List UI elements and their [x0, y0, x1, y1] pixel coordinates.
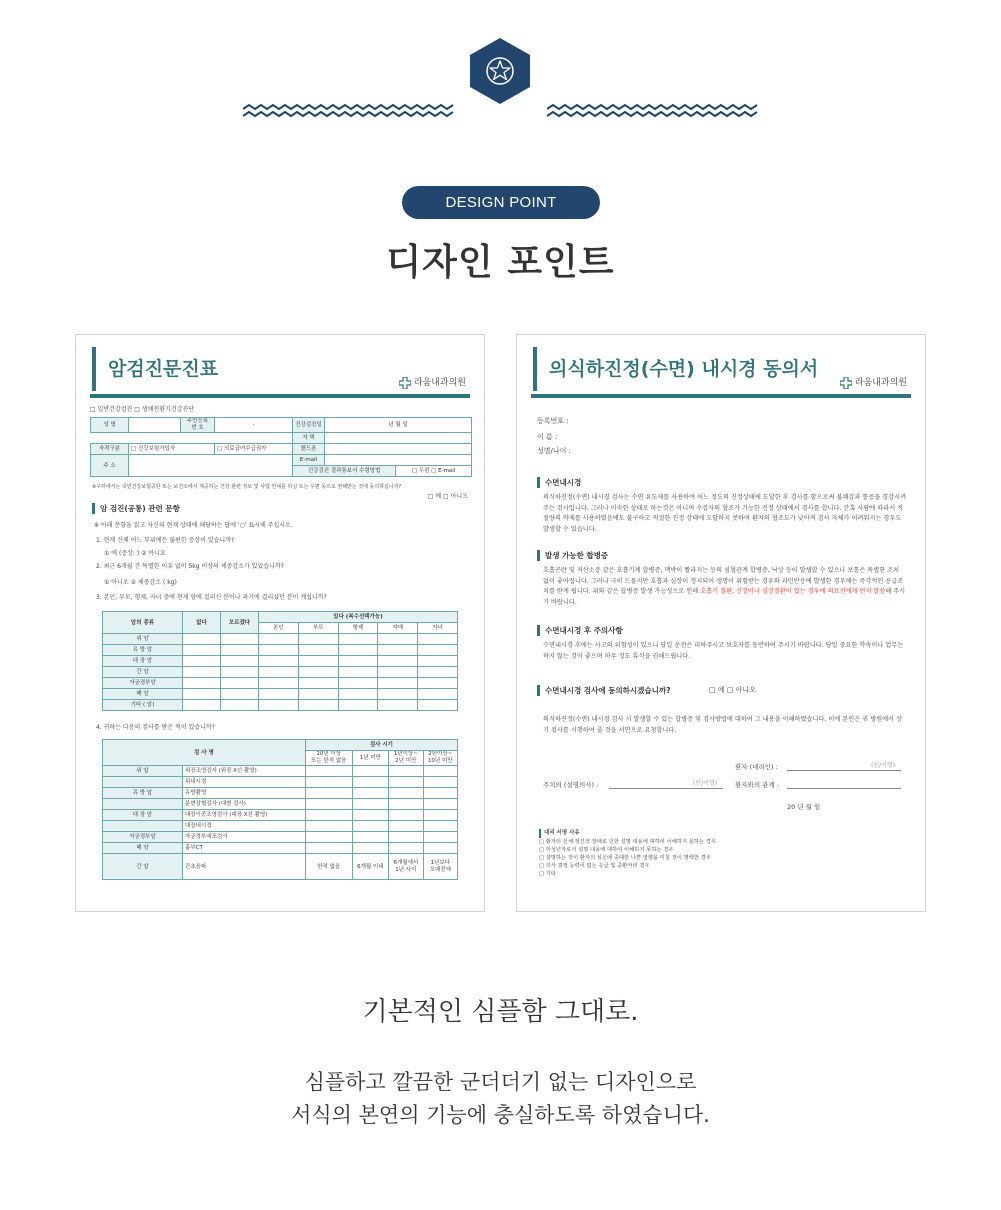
- qual-option-aid: □ 의료급여수급권자: [215, 444, 293, 455]
- sedation-endoscopy-consent-preview: [516, 334, 926, 912]
- row-label: 폐 암: [103, 689, 183, 700]
- exam-name: 위내시경: [183, 777, 306, 788]
- home-label: 자 택: [293, 433, 325, 444]
- cancer-label: [103, 799, 183, 810]
- t1-h-unknown: 모르겠다: [221, 612, 259, 634]
- section-complications: 발생 가능한 합병증: [537, 550, 608, 561]
- table-row: [103, 777, 458, 788]
- exam-name: 대장이중조영검사 (대장 X선 촬영): [183, 810, 306, 821]
- table-row: [103, 700, 458, 711]
- family-cancer-table: [102, 611, 458, 711]
- exam-name: 대장내시경: [183, 821, 306, 832]
- consent-date: 20 년 월 일: [787, 803, 821, 811]
- proxy-reasons-title: 대리 서명 사유: [539, 829, 799, 838]
- section-sleep-endoscopy-body: 의식하진정(수면) 내시경 검사는 수면 유도제를 사용하여 어느 정도의 진정상태에 도달한 후 검사를 함으로써 불쾌감과 통증을 경감시켜주는 검사입니다. 그러나 미숙한 상태로 하는것은 아니며 수검자의 협조가 가능한 진정 상태에서 검사를 합니다. 간혹 사람에 따라서 적절량의 약제를 사용하였음에도 불구하고 적절한 진정 상태에 도달하지 못하여 환자의 협조도가 낮아져 검사 자체가 어려워지는 경우도 발생할 수 있습니다.: [543, 494, 907, 533]
- title-rule: [90, 394, 470, 398]
- question-1-answers: ① 예 (증상: ) ② 아니요: [104, 550, 166, 557]
- row-label: 기타 ( 암): [103, 700, 183, 711]
- t1-h-self: 본인: [259, 623, 299, 634]
- consent-statement: 의식하진정(수면) 내시경 검사 시 발생할 수 있는 합병증 및 검사방법에 대하여 그 내용을 이해하였습니다. 이에 본인은 귀 병원에서 상기 검사를 시행하여 줄 것을 서면으로 요청합니다.: [543, 716, 902, 734]
- cancer-label: 유 방 암: [103, 788, 183, 799]
- notice-options: □ 예 □ 아니오: [427, 493, 468, 500]
- medical-cross-icon: [399, 377, 411, 389]
- table-row: [103, 832, 458, 843]
- mobile-label: 핸드폰: [293, 444, 325, 455]
- exam-name: 간초음파: [183, 854, 306, 880]
- table-row: [103, 645, 458, 656]
- table-row: [103, 634, 458, 645]
- question-4: 4. 귀하는 다음의 검사를 받은 적이 있습니까?: [96, 724, 215, 731]
- section-after-care-body: 수면내시경 후에는 사고의 위험성이 있으니 당일 운전은 피하주시고 보호자를 동반하여 주시기 바랍니다. 당일 중요한 약속이나 업무는 하지 않는 것이 좋으며 하루 정도 휴식을 권해드립니다.: [543, 642, 904, 660]
- doc-title: 의식하진정(수면) 내시경 동의서: [533, 347, 818, 391]
- liver-6m: 6개월 이내: [352, 854, 388, 880]
- consent-notice: ※구하에서는 국민건강보험공단 또는 보건소에서 제공하는 건강 관련 정보 및 사업 안내를 하실 또는 우편 등으로 전해받는 것에 동의하십니까?: [92, 484, 402, 490]
- cancer-label: [103, 777, 183, 788]
- section-consent-question: 수면내시경 검사에 동의하시겠습니까?: [537, 685, 671, 696]
- question-2: 2. 최근 6개월 간 특별한 이유 없이 5kg 이상의 체중감소가 있었습니까?: [96, 563, 284, 570]
- proxy-reasons-box: [539, 829, 799, 878]
- patient-info-table: [90, 417, 472, 477]
- section-common-questions: 암 검진(공통) 관련 문항: [92, 503, 180, 514]
- exam-date-value: 년 월 일: [325, 418, 472, 433]
- table-row: [103, 667, 458, 678]
- t1-h-none: 없다: [183, 612, 221, 634]
- t2-h-1y: 1년 미만: [352, 751, 388, 766]
- delivery-options: □ 우편 □ E-mail: [396, 466, 472, 477]
- row-label: 자궁경부암: [103, 678, 183, 689]
- clinic-name: 라움내과의원: [854, 378, 907, 388]
- exam-date-label: 건강검진일: [293, 418, 325, 433]
- table-row: [103, 656, 458, 667]
- section-sleep-endoscopy: 수면내시경: [537, 477, 581, 488]
- qual-option-insured: □ 건강보험가입자: [129, 444, 215, 455]
- patient-name-label: 이 름 :: [537, 433, 558, 441]
- caption-line-2: 서식의 본연의 기능에 충실하도록 하였습니다.: [291, 1103, 710, 1127]
- cancer-label: [103, 821, 183, 832]
- title-rule: [531, 394, 911, 398]
- row-label: 대 장 암: [103, 656, 183, 667]
- question-1: 1. 현재 신체 어느 부위에든 불편한 증상이 있습니까?: [96, 537, 235, 544]
- doctor-signature-line: [609, 788, 723, 789]
- proxy-reason-item: □ 의사 결정 능력이 없는 응급 및 중환자의 경우: [539, 863, 650, 869]
- t2-h-timing: 검사 시기: [305, 740, 457, 751]
- t2-h-1-2y: 1년이상~ 2년 미만: [389, 751, 423, 766]
- liver-over-1y: 1년보다 오래전에: [423, 854, 457, 880]
- exam-type-line: □ 일반건강검진 □ 생애전환기건강진단: [90, 406, 195, 413]
- delivery-label: 건강검진 결과통보서 수령방법: [293, 466, 396, 477]
- table-row: [103, 854, 458, 880]
- rrn-dash: -: [215, 418, 293, 433]
- table-row: [103, 689, 458, 700]
- row-label: 간 암: [103, 667, 183, 678]
- proxy-reason-item: □ 미성년자로서 설명 내용에 대하여 이해하지 못하는 경우: [539, 847, 674, 853]
- doctor-signature-hint: (인/서명): [693, 780, 718, 787]
- name-label: 성 명: [91, 418, 129, 433]
- clinic-logo: [399, 377, 466, 389]
- proxy-reason-item: □ 설명하는 것이 환자의 심신에 중대한 나쁜 영향을 미칠 것이 명백한 경우: [539, 855, 711, 861]
- qualification-label: 자격구분: [91, 444, 129, 455]
- question-3: 3. 본인, 부모, 형제, 자녀 중에 현재 암에 걸리신 분이나 과거에 걸리셨던 분이 계십니까?: [96, 594, 327, 601]
- exam-name: 유방촬영: [183, 788, 306, 799]
- doctor-signature-label: 주치의 (설명의사) :: [543, 781, 599, 789]
- t1-h-type: 암의 종류: [103, 612, 183, 634]
- consent-options: □ 예 □ 아니오: [709, 686, 756, 694]
- medical-cross-icon: [840, 377, 852, 389]
- cancer-label: 대 장 암: [103, 810, 183, 821]
- t1-h-children: 자녀: [418, 623, 458, 634]
- clinic-name: 라움내과의원: [413, 378, 466, 388]
- cancer-label: 자궁경부암: [103, 832, 183, 843]
- liver-6m-1y: 6개월에서 1년 사이: [389, 854, 423, 880]
- row-label: 위 암: [103, 634, 183, 645]
- t2-h-2-10y: 2년이상~ 10년 미만: [423, 751, 457, 766]
- section-complications-body: [543, 566, 907, 608]
- table-row: [103, 810, 458, 821]
- table-row: [103, 788, 458, 799]
- exam-name: 위장조영검사 (위장 X선 촬영): [183, 766, 306, 777]
- exam-history-table: [102, 739, 458, 880]
- t1-h-brothers: 형제: [338, 623, 378, 634]
- complications-warning: 호흡기 질환, 신장이나 심장질환이 있는 경우에 의료진에게 먼저 말씀: [700, 588, 886, 595]
- address-label: 주 소: [91, 455, 129, 477]
- rrn-label: 주민등록 번 호: [181, 418, 215, 433]
- patient-signature-label: 환자 (대리인) :: [735, 763, 778, 771]
- star-badge-icon: [470, 38, 530, 104]
- page-title: 디자인 포인트: [386, 242, 615, 283]
- relation-line: [787, 788, 901, 789]
- patient-signature-line: [787, 770, 901, 771]
- table-row: [103, 678, 458, 689]
- proxy-reason-item: □ 환자의 신체·정신적 장애로 인한 설명 내용에 대하여 이해하지 못하는 경우: [539, 839, 717, 845]
- complications-tail: 해 주시기 바랍니다.: [543, 588, 906, 606]
- caption-line-1: 심플하고 깔끔한 군더더기 없는 디자인으로: [304, 1070, 697, 1094]
- cancer-questionnaire-preview: [75, 334, 485, 912]
- t1-h-sisters: 자매: [378, 623, 418, 634]
- complications-text: 호흡곤란 및 저산소증 같은 호흡기계 합병증, 맥박이 빨라지는 등의 심혈관계 합병증, 낙상 등이 발생할 수 있으나 보통은 특별한 조치 없이 좋아집니다. 그러나 극히 드물지만 호흡과 심장이 정지되어 생명이 위험받는 경우와 과민반응에 발생한 경우에는 즉각적인 응급조치를 받게 됩니다. 위와 같은 합병증 발생 가능성으로 인해: [543, 567, 904, 595]
- table-row: [103, 766, 458, 777]
- patient-signature-hint: (인/서명): [871, 762, 896, 769]
- left-zigzag-decoration: [243, 104, 454, 118]
- table-row: [103, 821, 458, 832]
- row-label: 유 방 암: [103, 645, 183, 656]
- cancer-label: 폐 암: [103, 843, 183, 854]
- exam-name: 흉부CT: [183, 843, 306, 854]
- t2-h-exam: 검 사 명: [103, 740, 306, 766]
- liver-never: 한적 없음: [305, 854, 352, 880]
- instruction-text: ※ 아래 문항을 읽고 자신의 현재 상태에 해당하는 답에 '○' 표시해 주십시오.: [94, 522, 293, 529]
- reg-no-label: 등록번호 :: [537, 417, 569, 425]
- design-point-pill: DESIGN POINT: [402, 186, 600, 219]
- sex-age-label: 성별/나이 :: [537, 447, 571, 455]
- t1-h-parents: 부모: [298, 623, 338, 634]
- exam-name: 분변잠혈검사 (대변 검사): [183, 799, 306, 810]
- cancer-label: 간 암: [103, 854, 183, 880]
- doc-title: 암검진문진표: [92, 347, 218, 391]
- proxy-reason-item: □ 기타: [539, 871, 556, 877]
- t2-h-10y: 10년 이상 또는 한적 없음: [305, 751, 352, 766]
- caption-body: [0, 1066, 1001, 1132]
- caption-headline: 기본적인 심플함 그대로.: [362, 997, 639, 1027]
- relation-label: 환자와의 관계 :: [735, 781, 779, 789]
- section-after-care: 수면내시경 후 주의사항: [537, 625, 623, 636]
- table-row: [103, 843, 458, 854]
- t1-h-yes: 있다 (복수선택가능): [259, 612, 458, 623]
- right-zigzag-decoration: [547, 104, 758, 118]
- question-2-answers: ① 아니오 ② 체중감소 ( kg): [104, 579, 177, 586]
- cancer-label: 위 암: [103, 766, 183, 777]
- clinic-logo: [840, 377, 907, 389]
- exam-name: 자궁경부세포검사: [183, 832, 306, 843]
- email-label: E-mail: [293, 455, 325, 466]
- table-row: [103, 799, 458, 810]
